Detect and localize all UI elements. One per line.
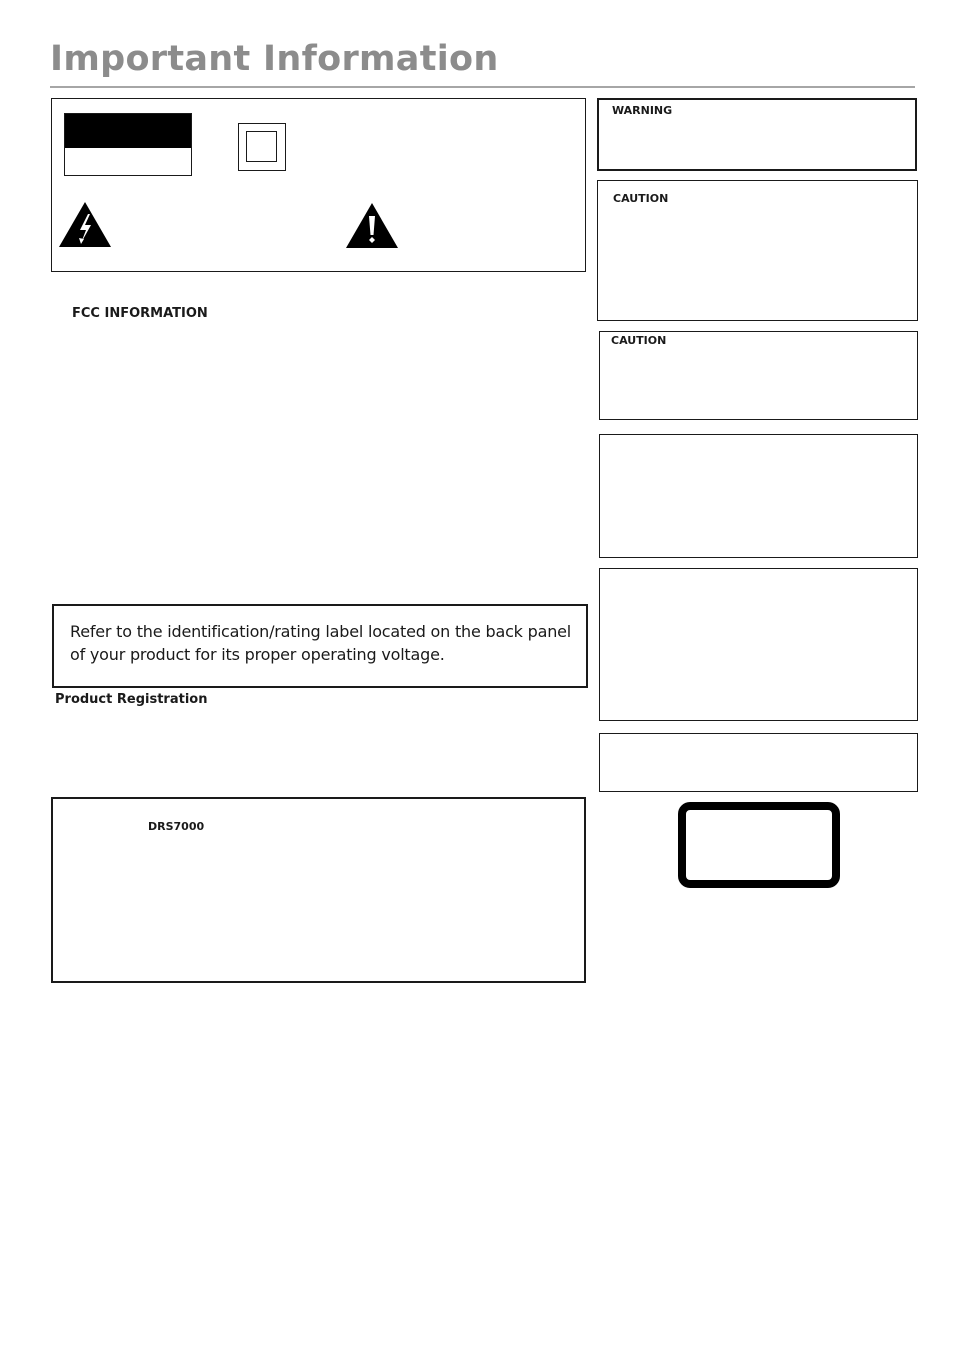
- double-insulation-icon: [238, 123, 286, 171]
- operating-voltage-note-box: [52, 604, 588, 688]
- operating-voltage-note: Refer to the identification/rating label located on the back panel of your product for its proper operating voltage.: [70, 622, 572, 664]
- notice-box-2: [599, 568, 918, 721]
- caution-label-icon: [64, 113, 192, 176]
- model-number: DRS7000: [148, 820, 205, 833]
- warning-label: WARNING: [612, 104, 673, 117]
- caution-label-1: CAUTION: [613, 192, 669, 205]
- product-registration-heading: Product Registration: [55, 692, 208, 707]
- caution-label-2: CAUTION: [611, 334, 667, 347]
- lightning-warning-icon: [58, 201, 112, 248]
- page-title: Important Information: [50, 39, 499, 79]
- notice-box-1: [599, 434, 918, 558]
- notice-box-3: [599, 733, 918, 792]
- exclamation-warning-icon: [345, 202, 399, 249]
- fcc-information-heading: FCC INFORMATION: [72, 306, 208, 321]
- model-record-box: [51, 797, 586, 983]
- class-1-laser-product-icon: [678, 802, 840, 888]
- title-divider: [50, 86, 915, 88]
